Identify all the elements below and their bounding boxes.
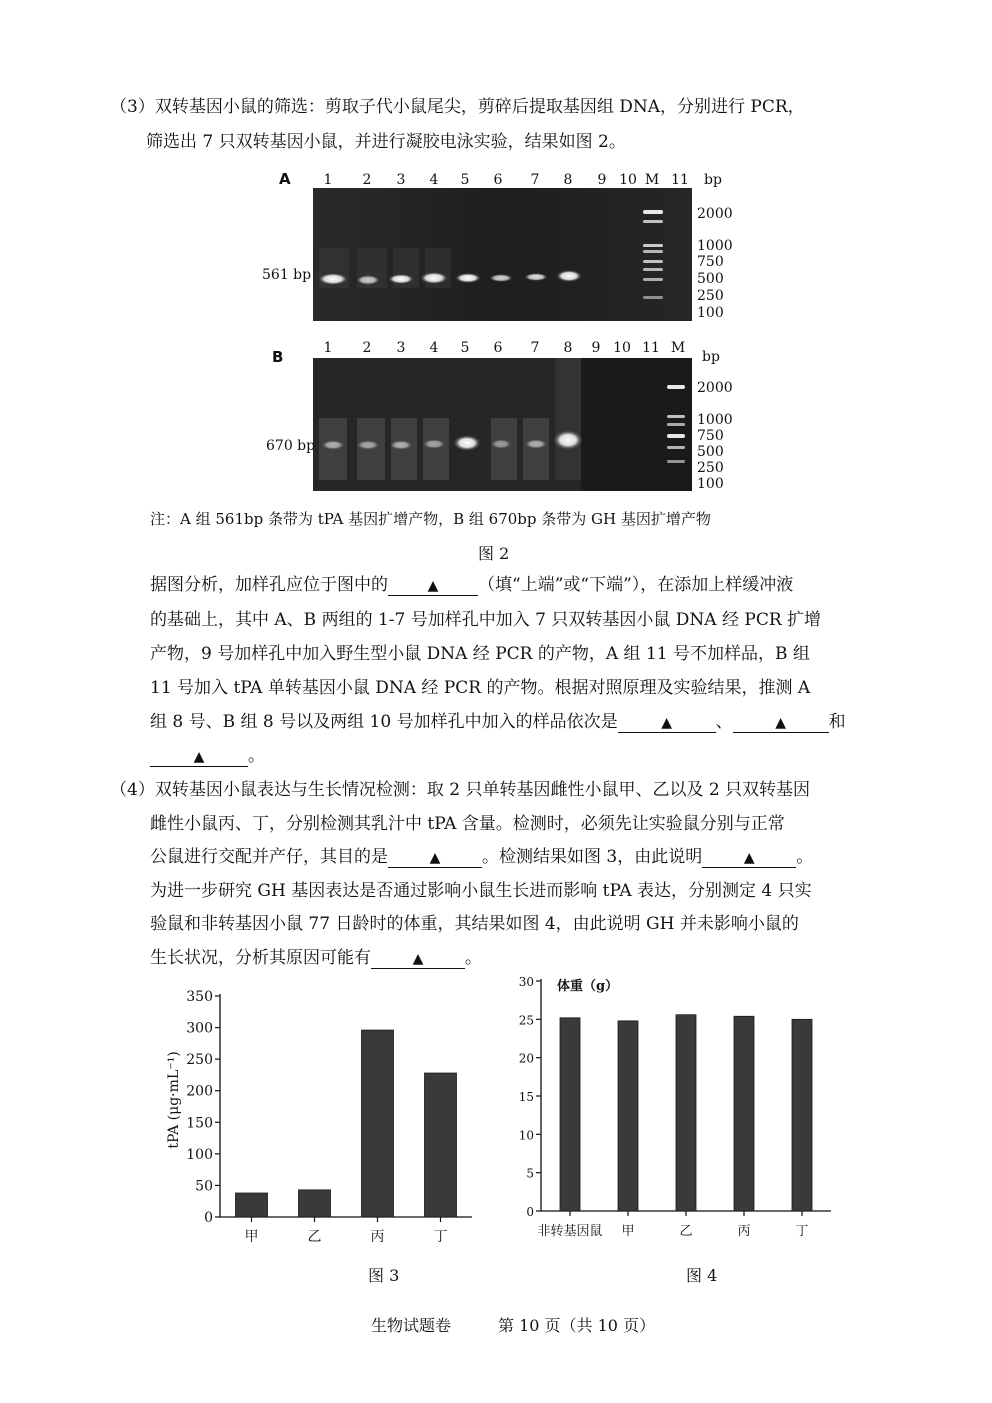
gel-a-band	[489, 274, 513, 282]
x-tick-label: 非转基因鼠	[537, 1224, 603, 1239]
analysis-line4: 11 号加入 tPA 单转基因小鼠 DNA 经 PCR 的产物。根据对照原理及实验结果，推测 A	[150, 678, 811, 698]
x-tick-label: 甲	[621, 1224, 635, 1239]
y-tick-label: 5	[526, 1166, 534, 1181]
gel-b-lane-number: 3	[396, 340, 406, 356]
gel-a-band-size: 561 bp	[262, 267, 312, 283]
answer-blank[interactable]: ▲	[150, 748, 248, 767]
section4-text: 公鼠进行交配并产仔，其目的是	[150, 847, 388, 867]
bar	[618, 1021, 638, 1211]
y-tick-label: 200	[186, 1083, 213, 1100]
ladder-band	[643, 296, 663, 299]
gel-a-band	[356, 275, 380, 285]
gel-b-bp-unit: bp	[702, 349, 720, 365]
gel-a-lane-number: 2	[362, 172, 372, 188]
answer-blank[interactable]: ▲	[388, 849, 482, 868]
y-tick-label: 150	[186, 1115, 213, 1132]
x-tick-label: 乙	[679, 1224, 693, 1239]
gel-b-image	[313, 358, 692, 491]
gel-a-band	[388, 274, 414, 284]
answer-blank[interactable]: ▲	[733, 714, 829, 733]
figure4-caption: 图 4	[686, 1266, 718, 1285]
bar	[734, 1016, 754, 1211]
gel-b-lane-number: 5	[460, 340, 470, 356]
x-tick-label: 丁	[433, 1229, 448, 1245]
figure3-bar-chart	[160, 980, 480, 1250]
gel-b-lane-number: 1	[323, 340, 333, 356]
gel-a-marker-label: 750	[697, 254, 724, 270]
section4-line4: 为进一步研究 GH 基因表达是否通过影响小鼠生长进而影响 tPA 表达，分别测定 4 只实	[150, 881, 812, 901]
gel-a-band	[524, 273, 548, 281]
y-tick-label: 250	[186, 1052, 213, 1069]
section4-line6	[150, 947, 482, 969]
gel-a-marker-label: 100	[697, 305, 724, 321]
y-tick-label: 50	[195, 1178, 213, 1195]
ladder-band	[643, 278, 663, 281]
gel-a-lane-number: 5	[460, 172, 470, 188]
gel-b-lane-number: 8	[563, 340, 573, 356]
bar	[299, 1190, 331, 1217]
analysis-line1	[150, 574, 793, 596]
gel-b-band	[490, 439, 512, 449]
gel-a-lane-number: 4	[429, 172, 439, 188]
gel-b-marker-label: 100	[697, 476, 724, 492]
gel-b-band	[422, 439, 446, 449]
section4-line3	[150, 846, 813, 868]
gel-a-lane-number: 10	[619, 172, 637, 188]
gel-a-bp-unit: bp	[704, 172, 722, 188]
y-axis-label: 体重（g）	[557, 979, 619, 994]
gel-a-band	[556, 270, 582, 282]
gel-a-lane-number: M	[644, 172, 660, 188]
y-tick-label: 25	[518, 1013, 534, 1028]
y-tick-label: 10	[518, 1128, 534, 1143]
x-tick-label: 乙	[307, 1229, 322, 1245]
gel-a-marker-label: 2000	[697, 206, 733, 222]
gel-a-band	[455, 273, 481, 283]
analysis-text: （填“上端”或“下端”），在添加上样缓冲液	[478, 575, 794, 595]
figure3-caption: 图 3	[368, 1266, 400, 1285]
gel-b-lane-number: 2	[362, 340, 372, 356]
gel-b-band	[356, 440, 380, 450]
gel-a-marker-label: 500	[697, 271, 724, 287]
x-tick-label: 甲	[244, 1229, 259, 1245]
ladder-band	[643, 210, 663, 214]
y-tick-label: 0	[526, 1205, 534, 1219]
gel-a-marker-label: 250	[697, 288, 724, 304]
gel-b-band	[321, 440, 345, 450]
bar	[676, 1015, 696, 1211]
analysis-text: 、	[715, 712, 733, 732]
gel-b-lane-number: M	[670, 340, 686, 356]
gel-a-lane-number: 6	[493, 172, 503, 188]
analysis-text: 组 8 号、B 组 8 号以及两组 10 号加样孔中加入的样品依次是	[150, 712, 618, 732]
analysis-text: 和	[828, 712, 846, 732]
gel-b-label: B	[272, 348, 284, 366]
figure4-bar-chart	[505, 972, 835, 1250]
gel-a-lane-number: 8	[563, 172, 573, 188]
answer-blank[interactable]: ▲	[371, 950, 465, 969]
gel-a-lane-number: 3	[396, 172, 406, 188]
section4-text: 。	[796, 847, 814, 867]
gel-b-lane-number: 11	[642, 340, 660, 356]
gel-a-lane-number: 7	[530, 172, 540, 188]
x-tick-label: 丙	[370, 1229, 385, 1245]
x-tick-label: 丙	[737, 1224, 751, 1239]
section3-line2: 筛选出 7 只双转基因小鼠，并进行凝胶电泳实验，结果如图 2。	[146, 132, 626, 152]
gel-a-lane-number: 11	[671, 172, 689, 188]
analysis-text: 。	[248, 746, 265, 766]
gel-b-lane-number: 6	[493, 340, 503, 356]
footer-page-number: 第 10 页（共 10 页）	[498, 1316, 656, 1335]
footer-subject: 生物试题卷	[371, 1316, 452, 1335]
bar	[792, 1019, 812, 1211]
y-axis-label: tPA (μg·mL⁻¹)	[166, 1051, 182, 1149]
gel-b-band	[453, 435, 481, 451]
gel-a-image	[313, 188, 692, 321]
section4-line1: （4）双转基因小鼠表达与生长情况检测：取 2 只单转基因雌性小鼠甲、乙以及 2 只双转基因	[110, 780, 811, 800]
y-tick-label: 0	[204, 1210, 213, 1226]
section4-text: 。检测结果如图 3，由此说明	[482, 847, 703, 867]
y-tick-label: 350	[186, 989, 213, 1005]
ladder-band	[643, 260, 663, 263]
gel-b-marker-label: 750	[697, 428, 724, 444]
x-tick-label: 丁	[795, 1224, 809, 1239]
ladder-band	[643, 268, 663, 271]
gel-b-lane-number: 9	[591, 340, 601, 356]
gel-b-marker-label: 1000	[697, 412, 733, 428]
ladder-band	[667, 385, 685, 389]
section3-line1: （3）双转基因小鼠的筛选：剪取子代小鼠尾尖，剪碎后提取基因组 DNA，分别进行 PCR，	[110, 97, 805, 117]
y-tick-label: 20	[518, 1051, 534, 1066]
section4-line2: 雌性小鼠丙、丁，分别检测其乳汁中 tPA 含量。检测时，必须先让实验鼠分别与正常	[150, 814, 785, 834]
section4-line5: 验鼠和非转基因小鼠 77 日龄时的体重，其结果如图 4，由此说明 GH 并未影响小鼠的	[150, 914, 799, 934]
answer-blank[interactable]: ▲	[618, 714, 716, 733]
section4-text: 。	[465, 948, 482, 968]
gel-b-marker-label: 2000	[697, 380, 733, 396]
y-tick-label: 100	[186, 1146, 213, 1163]
ladder-band	[667, 446, 685, 449]
answer-blank[interactable]: ▲	[388, 577, 478, 596]
gel-a-lane-number: 1	[323, 172, 333, 188]
gel-a-label: A	[279, 170, 291, 188]
gel-b-band	[524, 439, 548, 449]
bar	[425, 1073, 457, 1217]
bar	[560, 1018, 580, 1211]
gel-a-band	[420, 272, 448, 284]
bar	[236, 1193, 268, 1217]
figure2-caption: 图 2	[478, 544, 510, 563]
answer-blank[interactable]: ▲	[702, 849, 796, 868]
gel-a-marker-label: 1000	[697, 238, 733, 254]
figure2-note: 注：A 组 561bp 条带为 tPA 基因扩增产物，B 组 670bp 条带为 GH 基因扩增产物	[150, 510, 711, 528]
ladder-band	[667, 423, 685, 426]
gel-b-lane-number: 10	[613, 340, 631, 356]
gel-b-lane-number: 4	[429, 340, 439, 356]
gel-b-marker-label: 500	[697, 444, 724, 460]
gel-b-marker-label: 250	[697, 460, 724, 476]
analysis-text: 据图分析，加样孔应位于图中的	[150, 575, 388, 595]
gel-b-band-size: 670 bp	[266, 438, 316, 454]
y-tick-label: 300	[186, 1020, 213, 1037]
analysis-line2: 的基础上，其中 A、B 两组的 1-7 号加样孔中加入 7 只双转基因小鼠 DNA 经 PCR 扩增	[150, 610, 822, 630]
ladder-band	[667, 434, 685, 438]
y-tick-label: 15	[518, 1090, 534, 1104]
ladder-band	[643, 250, 663, 253]
analysis-line5	[150, 711, 846, 733]
section4-text: 生长状况，分析其原因可能有	[150, 948, 371, 968]
y-tick-label: 30	[518, 975, 534, 989]
analysis-line6	[150, 745, 265, 767]
bar	[362, 1030, 394, 1217]
ladder-band	[643, 220, 663, 223]
ladder-band	[667, 460, 685, 463]
ladder-band	[643, 244, 663, 247]
gel-a-band	[318, 273, 348, 285]
gel-a-lane-number: 9	[597, 172, 607, 188]
gel-b-lane-number: 7	[530, 340, 540, 356]
analysis-line3: 产物，9 号加样孔中加入野生型小鼠 DNA 经 PCR 的产物，A 组 11 号不加样品，B 组	[150, 644, 810, 664]
gel-b-band	[553, 430, 583, 450]
ladder-band	[667, 415, 685, 418]
gel-b-band	[389, 440, 413, 450]
